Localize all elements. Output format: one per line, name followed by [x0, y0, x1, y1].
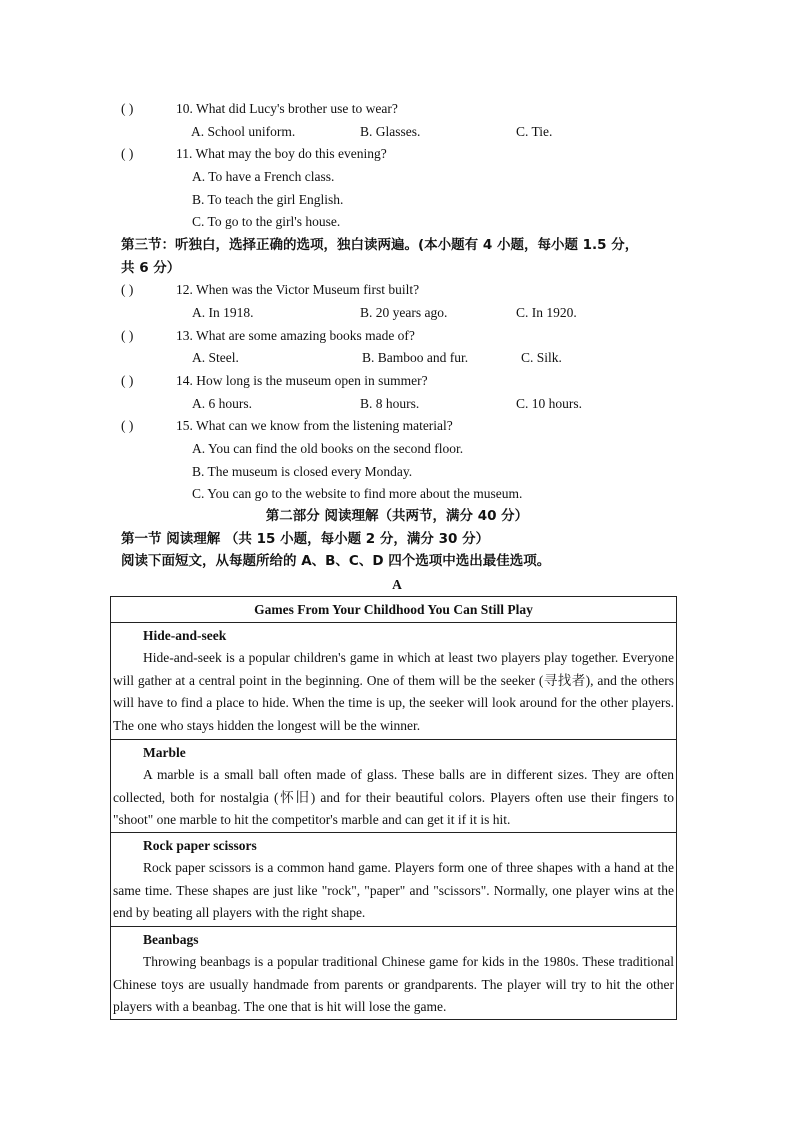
game-name: Beanbags: [143, 932, 199, 947]
table-title-cell: [111, 597, 676, 623]
question-10: [0, 99, 794, 119]
question-13-options: [0, 348, 794, 368]
question-text: 14. How long is the museum open in summer?: [176, 373, 428, 388]
option-b[interactable]: B. Bamboo and fur.: [362, 350, 469, 365]
option-c[interactable]: C. Silk.: [521, 350, 562, 365]
game-cell-rock-paper-scissors: [111, 833, 676, 927]
question-14: [0, 371, 794, 391]
game-description: Hide-and-seek is a popular children's game in which at least two players play together. Everyone will gather at a central point in the beginning. One of them will be the seeker (寻找者), and the others will have to find a place to hide. When the time is up, the seeker will look around for the other players. The one who stays hidden the longest will be the winner.: [113, 650, 674, 733]
game-name: Marble: [143, 745, 186, 760]
question-text: 13. What are some amazing books made of?: [176, 328, 415, 343]
answer-blank[interactable]: ( ): [121, 101, 134, 116]
question-text: 10. What did Lucy's brother use to wear?: [176, 101, 398, 116]
game-cell-beanbags: [111, 927, 676, 1019]
reading-instruction: 阅读下面短文，从每题所给的 A、B、C、D 四个选项中选出最佳选项。: [121, 553, 551, 569]
game-cell-hide-and-seek: [111, 623, 676, 740]
option-b[interactable]: B. The museum is closed every Monday.: [192, 464, 413, 479]
option-a[interactable]: A. 6 hours.: [192, 396, 252, 411]
option-c[interactable]: C. To go to the girl's house.: [192, 214, 341, 229]
question-15-option-a: [0, 439, 794, 459]
option-a[interactable]: A. You can find the old books on the second floor.: [192, 441, 464, 456]
option-a[interactable]: A. School uniform.: [191, 124, 296, 139]
option-c[interactable]: C. Tie.: [516, 124, 553, 139]
answer-blank[interactable]: ( ): [121, 418, 134, 433]
game-cell-marble: [111, 740, 676, 833]
question-11-option-b: [0, 190, 794, 210]
passage-letter: A: [392, 577, 402, 592]
option-b[interactable]: B. To teach the girl English.: [192, 192, 344, 207]
answer-blank[interactable]: ( ): [121, 373, 134, 388]
section-3-title-line1: 第三节：听独白，选择正确的选项，独白读两遍。(本小题有 4 小题，每小题 1.5 分，: [121, 237, 639, 253]
part-2-section-1-title: 第一节 阅读理解 （共 15 小题，每小题 2 分，满分 30 分）: [121, 531, 490, 547]
question-12-options: [0, 303, 794, 323]
option-a[interactable]: A. Steel.: [192, 350, 239, 365]
question-text: 12. When was the Victor Museum first built?: [176, 282, 420, 297]
game-name: Hide-and-seek: [143, 628, 227, 643]
question-11: [0, 144, 794, 164]
answer-blank[interactable]: ( ): [121, 328, 134, 343]
game-description: Throwing beanbags is a popular traditional Chinese game for kids in the 1980s. These traditional Chinese toys are usually handmade from parents or grandparents. The player will try to hit the other players with a beanbag. The one that is hit will lose the game.: [113, 954, 674, 1015]
option-b[interactable]: B. 20 years ago.: [360, 305, 448, 320]
option-a[interactable]: A. In 1918.: [192, 305, 254, 320]
section-3-title-line2: 共 6 分）: [121, 260, 181, 276]
option-b[interactable]: B. Glasses.: [360, 124, 421, 139]
question-15-option-b: [0, 462, 794, 482]
answer-blank[interactable]: ( ): [121, 146, 134, 161]
option-a[interactable]: A. To have a French class.: [192, 169, 335, 184]
game-description: Rock paper scissors is a common hand game. Players form one of three shapes with a hand at the same time. These shapes are just like "rock", "paper" and "scissors". Normally, one player wins at the end by beating all players with the right shape.: [113, 860, 674, 921]
question-10-options: [0, 122, 794, 142]
question-12: [0, 280, 794, 300]
part-2-title: 第二部分 阅读理解（共两节，满分 40 分）: [265, 508, 529, 524]
question-text: 15. What can we know from the listening material?: [176, 418, 453, 433]
game-description: A marble is a small ball often made of glass. These balls are in different sizes. They are often collected, both for nostalgia (怀旧) and for their beautiful colors. Players often use their fingers to "shoot" one marble to hit the competitor's marble and can get it if it is hit.: [113, 767, 674, 828]
question-14-options: [0, 394, 794, 414]
question-15: [0, 416, 794, 436]
games-table: [110, 596, 677, 1020]
option-c[interactable]: C. In 1920.: [516, 305, 577, 320]
answer-blank[interactable]: ( ): [121, 282, 134, 297]
table-title: Games From Your Childhood You Can Still Play: [254, 602, 533, 617]
question-13: [0, 326, 794, 346]
question-15-option-c: [0, 484, 794, 504]
option-b[interactable]: B. 8 hours.: [360, 396, 420, 411]
option-c[interactable]: C. 10 hours.: [516, 396, 583, 411]
question-11-option-a: [0, 167, 794, 187]
game-name: Rock paper scissors: [143, 838, 257, 853]
question-11-option-c: [0, 212, 794, 232]
option-c[interactable]: C. You can go to the website to find more about the museum.: [192, 486, 523, 501]
question-text: 11. What may the boy do this evening?: [176, 146, 387, 161]
